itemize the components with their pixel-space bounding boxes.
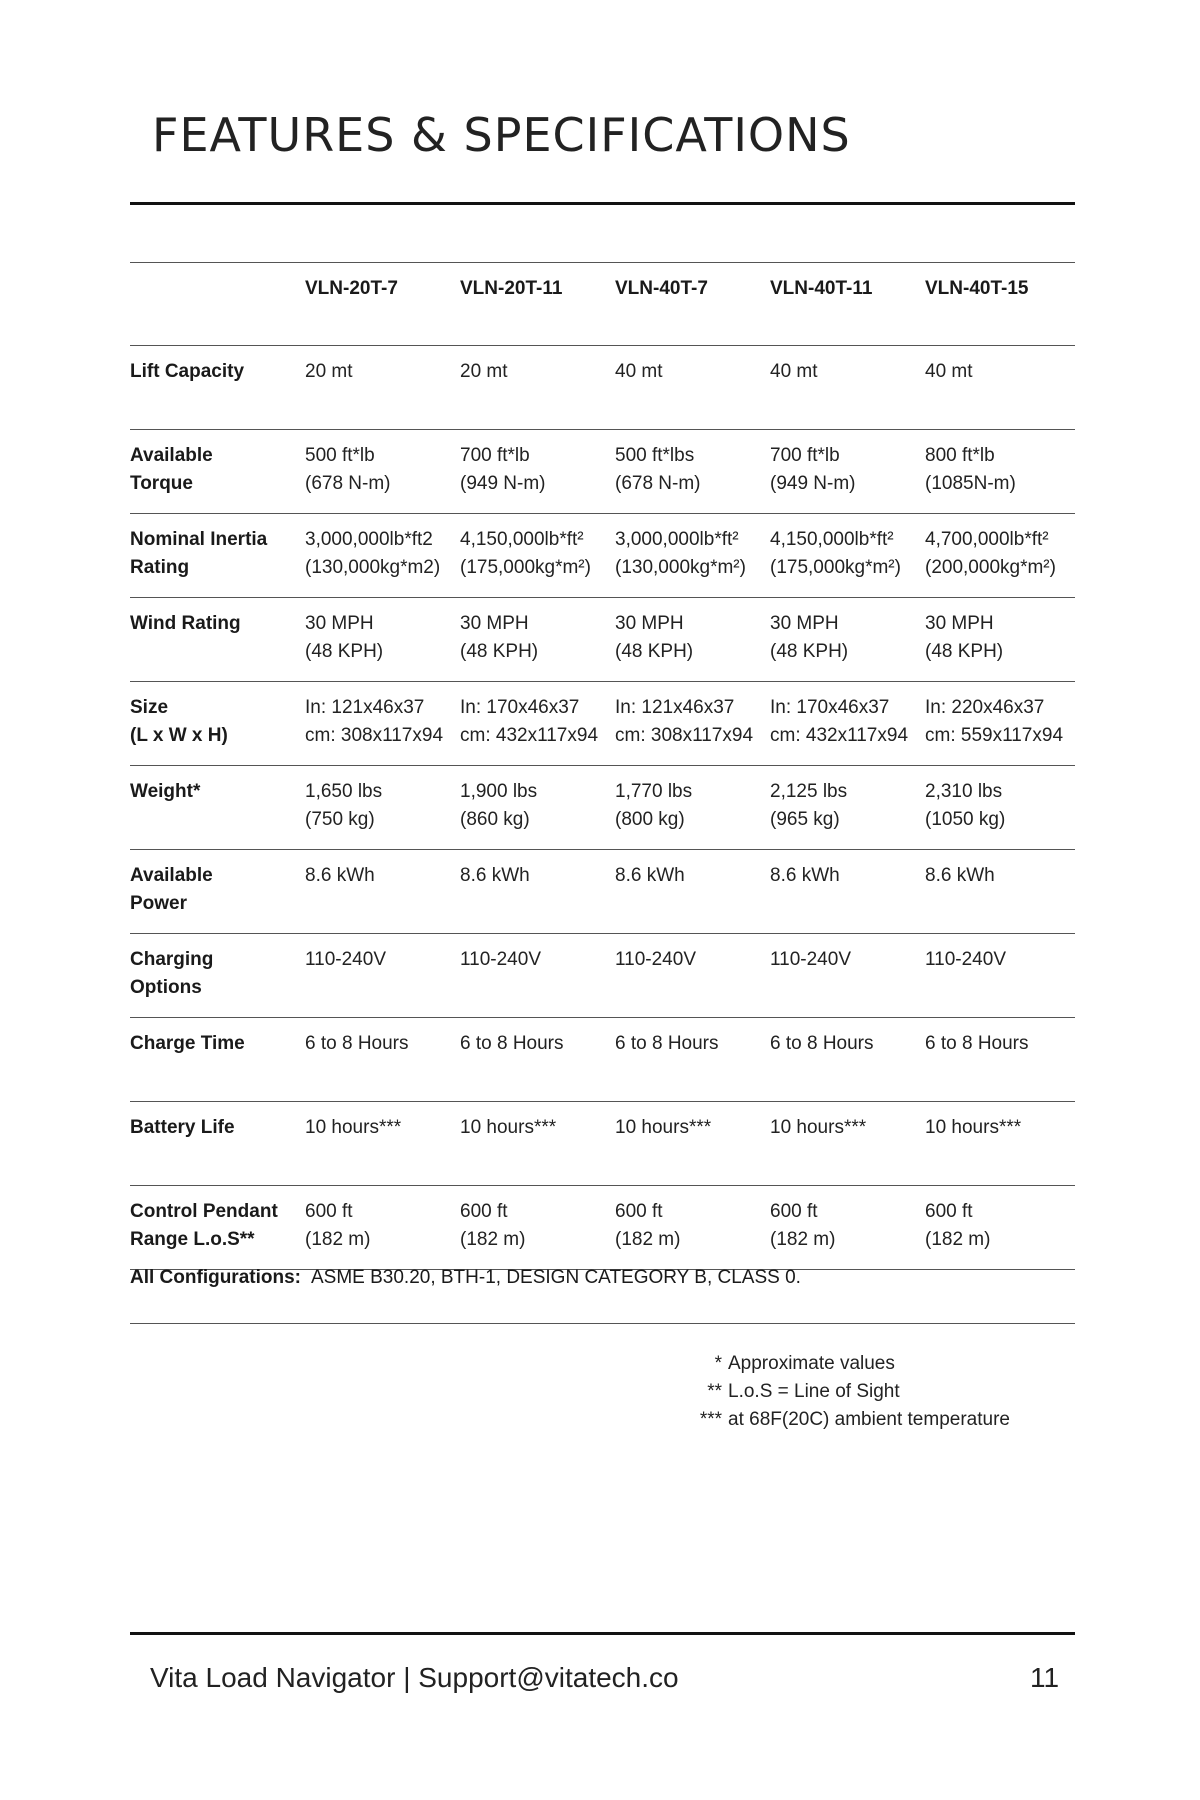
spec-value-line: (200,000kg*m²)	[925, 557, 1056, 578]
row-label-line: Options	[130, 977, 202, 998]
footnote	[690, 1406, 1010, 1434]
spec-value-line: 110-240V	[305, 949, 386, 970]
spec-value-line: (182 m)	[770, 1229, 836, 1250]
spec-value-cell	[925, 1018, 1075, 1102]
spec-value-cell	[460, 430, 615, 514]
spec-value-line: 4,700,000lb*ft²	[925, 529, 1049, 550]
spec-value-line: 1,650 lbs	[305, 781, 383, 802]
spec-value-line: 10 hours***	[770, 1117, 867, 1138]
row-label	[130, 1018, 305, 1102]
spec-value-line: (182 m)	[615, 1229, 681, 1250]
spec-value-line: 3,000,000lb*ft2	[305, 529, 433, 550]
spec-value-cell	[770, 346, 925, 430]
spec-value-line: 2,310 lbs	[925, 781, 1003, 802]
spec-value-line: (182 m)	[305, 1229, 371, 1250]
spec-value-line: 600 ft	[770, 1201, 818, 1222]
spec-value-line: (175,000kg*m²)	[460, 557, 591, 578]
spec-value-line: 10 hours***	[615, 1117, 712, 1138]
spec-value-cell	[615, 934, 770, 1018]
spec-value-cell	[460, 1018, 615, 1102]
row-label-line: Wind Rating	[130, 613, 241, 634]
spec-value-line: 800 ft*lb	[925, 445, 995, 466]
spec-value-line: cm: 559x117x94	[925, 725, 1064, 746]
spec-value-cell	[925, 682, 1075, 766]
all-configurations-value: ASME B30.20, BTH-1, DESIGN CATEGORY B, CLASS 0.	[310, 1267, 801, 1288]
footnote-text: at 68F(20C) ambient temperature	[728, 1409, 1010, 1430]
table-row	[130, 430, 1075, 514]
row-label-line: Size	[130, 697, 169, 718]
all-configurations-divider	[130, 1323, 1075, 1324]
spec-value-cell	[305, 1186, 460, 1270]
spec-value-cell	[460, 1186, 615, 1270]
spec-value-line: 30 MPH	[925, 613, 994, 634]
spec-value-line: 2,125 lbs	[770, 781, 848, 802]
row-label	[130, 1102, 305, 1186]
spec-value-cell	[615, 1102, 770, 1186]
spec-value-line: (678 N-m)	[615, 473, 701, 494]
row-label	[130, 430, 305, 514]
spec-value-cell	[460, 934, 615, 1018]
spec-value-cell	[305, 598, 460, 682]
table-row	[130, 682, 1075, 766]
row-label-line: Control Pendant	[130, 1201, 278, 1222]
spec-value-cell	[925, 766, 1075, 850]
spec-value-line: 10 hours***	[925, 1117, 1022, 1138]
spec-value-line: cm: 432x117x94	[770, 725, 909, 746]
row-label	[130, 598, 305, 682]
spec-value-line: 8.6 kWh	[305, 865, 375, 886]
spec-value-cell	[925, 514, 1075, 598]
spec-value-line: 6 to 8 Hours	[615, 1033, 719, 1054]
spec-value-cell	[460, 682, 615, 766]
spec-value-line: 6 to 8 Hours	[305, 1033, 409, 1054]
spec-value-cell	[925, 430, 1075, 514]
spec-value-cell	[305, 766, 460, 850]
spec-value-line: 8.6 kWh	[615, 865, 685, 886]
spec-value-line: 30 MPH	[615, 613, 684, 634]
spec-value-line: 600 ft	[305, 1201, 353, 1222]
spec-value-cell	[770, 682, 925, 766]
spec-value-line: (860 kg)	[460, 809, 530, 830]
footnote-mark: **	[707, 1381, 722, 1402]
spec-value-line: 700 ft*lb	[770, 445, 840, 466]
spec-value-line: cm: 432x117x94	[460, 725, 599, 746]
row-label	[130, 1186, 305, 1270]
spec-value-line: In: 220x46x37	[925, 697, 1045, 718]
spec-value-line: In: 121x46x37	[615, 697, 735, 718]
spec-value-cell	[770, 1018, 925, 1102]
spec-value-line: 110-240V	[770, 949, 851, 970]
spec-value-line: (48 KPH)	[615, 641, 694, 662]
row-label-line: (L x W x H)	[130, 725, 228, 746]
spec-value-cell	[460, 514, 615, 598]
row-label-line: Range L.o.S**	[130, 1229, 255, 1250]
spec-value-line: (965 kg)	[770, 809, 840, 830]
spec-value-cell	[305, 850, 460, 934]
spec-value-line: (1085N-m)	[925, 473, 1016, 494]
title-divider	[130, 202, 1075, 205]
spec-value-cell	[305, 514, 460, 598]
spec-value-cell	[925, 934, 1075, 1018]
spec-value-cell	[460, 346, 615, 430]
spec-value-line: (175,000kg*m²)	[770, 557, 901, 578]
spec-value-cell	[770, 934, 925, 1018]
spec-value-cell	[305, 430, 460, 514]
spec-value-line: 600 ft	[615, 1201, 663, 1222]
table-header-row	[130, 263, 1075, 346]
spec-value-line: (750 kg)	[305, 809, 375, 830]
spec-value-line: 600 ft	[925, 1201, 973, 1222]
spec-value-line: 500 ft*lbs	[615, 445, 695, 466]
spec-value-line: (800 kg)	[615, 809, 685, 830]
spec-value-cell	[615, 598, 770, 682]
row-label-line: Charging	[130, 949, 214, 970]
row-label-line: Lift Capacity	[130, 361, 245, 382]
row-label	[130, 934, 305, 1018]
spec-value-line: 3,000,000lb*ft²	[615, 529, 739, 550]
footnote-text: L.o.S = Line of Sight	[728, 1381, 900, 1402]
row-label-line: Available	[130, 865, 213, 886]
spec-value-line: (678 N-m)	[305, 473, 391, 494]
spec-value-line: cm: 308x117x94	[615, 725, 754, 746]
spec-value-line: 700 ft*lb	[460, 445, 530, 466]
row-label	[130, 682, 305, 766]
spec-value-line: (48 KPH)	[460, 641, 539, 662]
model-header: VLN-20T-7	[305, 263, 460, 346]
table-row	[130, 346, 1075, 430]
spec-value-cell	[615, 766, 770, 850]
model-header: VLN-20T-11	[460, 263, 615, 346]
spec-value-line: 40 mt	[925, 361, 973, 382]
spec-value-line: 110-240V	[460, 949, 541, 970]
spec-value-cell	[615, 682, 770, 766]
row-label	[130, 514, 305, 598]
spec-value-cell	[925, 346, 1075, 430]
footnote	[690, 1378, 1010, 1406]
row-label-line: Weight*	[130, 781, 201, 802]
spec-value-cell	[770, 430, 925, 514]
spec-value-line: (182 m)	[925, 1229, 991, 1250]
spec-value-line: (1050 kg)	[925, 809, 1006, 830]
spec-value-line: 30 MPH	[460, 613, 529, 634]
row-label	[130, 850, 305, 934]
spec-value-cell	[770, 514, 925, 598]
spec-value-line: (48 KPH)	[925, 641, 1004, 662]
footnote-mark: *	[714, 1353, 722, 1374]
row-label-line: Rating	[130, 557, 190, 578]
spec-value-cell	[460, 766, 615, 850]
footer-text: Vita Load Navigator | Support@vitatech.co	[150, 1662, 679, 1693]
row-label-line: Nominal Inertia	[130, 529, 268, 550]
spec-value-line: 4,150,000lb*ft²	[460, 529, 584, 550]
spec-value-line: In: 170x46x37	[770, 697, 890, 718]
row-label-line: Torque	[130, 473, 193, 494]
spec-value-line: In: 121x46x37	[305, 697, 425, 718]
spec-value-cell	[460, 1102, 615, 1186]
footnotes	[690, 1350, 1010, 1434]
spec-value-line: (48 KPH)	[305, 641, 384, 662]
table-row	[130, 766, 1075, 850]
spec-value-line: (130,000kg*m2)	[305, 557, 441, 578]
row-label-line: Battery Life	[130, 1117, 235, 1138]
spec-value-line: 30 MPH	[770, 613, 839, 634]
spec-value-cell	[925, 598, 1075, 682]
spec-value-line: (48 KPH)	[770, 641, 849, 662]
row-label	[130, 766, 305, 850]
spec-value-cell	[305, 1018, 460, 1102]
spec-value-cell	[770, 1186, 925, 1270]
spec-value-line: 600 ft	[460, 1201, 508, 1222]
spec-value-cell	[615, 1186, 770, 1270]
page-title: FEATURES & SPECIFICATIONS	[152, 108, 851, 162]
spec-value-line: 30 MPH	[305, 613, 374, 634]
table-row	[130, 1186, 1075, 1270]
spec-value-line: 20 mt	[460, 361, 508, 382]
spec-value-line: 8.6 kWh	[460, 865, 530, 886]
footnote-mark: ***	[699, 1409, 722, 1430]
spec-value-line: (182 m)	[460, 1229, 526, 1250]
spec-value-line: 10 hours***	[305, 1117, 402, 1138]
all-configurations-label: All Configurations:	[130, 1267, 301, 1288]
spec-value-cell	[305, 346, 460, 430]
spec-value-cell	[615, 1018, 770, 1102]
spec-value-line: 40 mt	[770, 361, 818, 382]
spec-value-line: (949 N-m)	[770, 473, 856, 494]
all-configurations	[130, 1264, 1075, 1292]
spec-value-line: (949 N-m)	[460, 473, 546, 494]
spec-value-cell	[305, 682, 460, 766]
row-label	[130, 346, 305, 430]
footnote	[690, 1350, 1010, 1378]
spec-value-cell	[305, 934, 460, 1018]
spec-value-line: 110-240V	[615, 949, 696, 970]
spec-value-line: 4,150,000lb*ft²	[770, 529, 894, 550]
spec-value-line: cm: 308x117x94	[305, 725, 444, 746]
spec-value-line: 40 mt	[615, 361, 663, 382]
table-row	[130, 514, 1075, 598]
spec-value-cell	[925, 1186, 1075, 1270]
spec-value-cell	[925, 850, 1075, 934]
spec-value-line: 8.6 kWh	[770, 865, 840, 886]
spec-value-cell	[615, 514, 770, 598]
spec-value-cell	[770, 598, 925, 682]
spec-value-line: 6 to 8 Hours	[460, 1033, 564, 1054]
spec-value-cell	[305, 1102, 460, 1186]
footer-divider	[130, 1632, 1075, 1635]
footnote-text: Approximate values	[728, 1353, 895, 1374]
spec-value-line: 500 ft*lb	[305, 445, 375, 466]
spec-value-cell	[615, 346, 770, 430]
table-row	[130, 850, 1075, 934]
table-row	[130, 598, 1075, 682]
model-header: VLN-40T-15	[925, 263, 1075, 346]
spec-value-cell	[770, 766, 925, 850]
spec-value-line: (130,000kg*m²)	[615, 557, 746, 578]
row-label-line: Available	[130, 445, 213, 466]
spec-value-line: 8.6 kWh	[925, 865, 995, 886]
spec-value-cell	[615, 430, 770, 514]
table-row	[130, 1102, 1075, 1186]
row-label-line: Power	[130, 893, 188, 914]
spec-value-line: 1,900 lbs	[460, 781, 538, 802]
spec-value-cell	[460, 850, 615, 934]
spec-value-line: 20 mt	[305, 361, 353, 382]
spec-value-line: 6 to 8 Hours	[770, 1033, 874, 1054]
table-row	[130, 1018, 1075, 1102]
spec-value-cell	[615, 850, 770, 934]
spec-value-line: In: 170x46x37	[460, 697, 580, 718]
spec-value-line: 6 to 8 Hours	[925, 1033, 1029, 1054]
row-label-line: Charge Time	[130, 1033, 245, 1054]
model-header: VLN-40T-11	[770, 263, 925, 346]
spec-value-line: 1,770 lbs	[615, 781, 693, 802]
specifications-table	[130, 262, 1075, 1270]
spec-value-line: 110-240V	[925, 949, 1006, 970]
spec-value-cell	[925, 1102, 1075, 1186]
spec-value-line: 10 hours***	[460, 1117, 557, 1138]
model-header: VLN-40T-7	[615, 263, 770, 346]
spec-value-cell	[770, 850, 925, 934]
spec-value-cell	[770, 1102, 925, 1186]
spec-value-cell	[460, 598, 615, 682]
table-body	[130, 346, 1075, 1270]
table-row	[130, 934, 1075, 1018]
header-corner-cell	[130, 263, 305, 346]
page-number: 11	[1030, 1662, 1060, 1693]
